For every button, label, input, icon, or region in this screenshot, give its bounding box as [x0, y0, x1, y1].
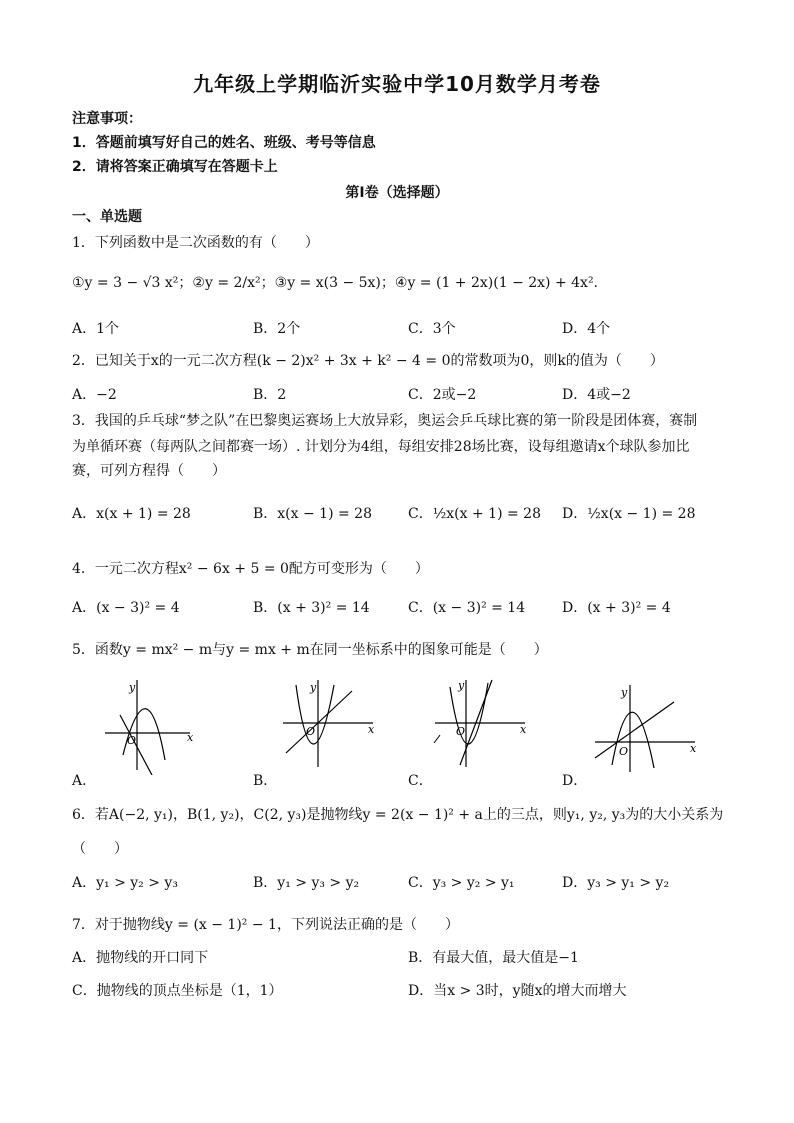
- q2-option-d: D．4或−2: [562, 387, 631, 403]
- q7-option-b: B．有最大值，最大值是−1: [408, 950, 579, 966]
- q3-option-c: C．½x(x + 1) = 28: [408, 506, 541, 522]
- q2-option-a: A．−2: [72, 387, 117, 403]
- q3-option-a: A．x(x + 1) = 28: [72, 506, 191, 522]
- q2-option-c: C．2或−2: [408, 387, 477, 403]
- graph-b-origin: O: [306, 725, 316, 738]
- q7-option-a: A．抛物线的开口同下: [72, 950, 209, 966]
- q7-option-c: C．抛物线的顶点坐标是（1，1）: [72, 983, 283, 999]
- question-7-stem: 7．对于抛物线y = (x − 1)² − 1，下列说法正确的是（ ）: [72, 917, 459, 933]
- question-5-stem: 5．函数y = mx² − m与y = mx + m在同一坐标系中的图象可能是（ ）: [72, 642, 548, 658]
- graph-b-line: [286, 691, 352, 753]
- graph-c-y-label: y: [458, 679, 465, 692]
- question-4-stem: 4．一元二次方程x² − 6x + 5 = 0配方可变形为（ ）: [72, 561, 429, 577]
- question-3-stem-line1: 3．我国的乒乓球“梦之队”在巴黎奥运赛场上大放异彩，奥运会乒乓球比赛的第一阶段是团体赛，赛制: [72, 413, 698, 429]
- q1-option-b: B．2个: [253, 321, 301, 337]
- graph-b-x-label: x: [368, 723, 375, 736]
- q1-option-a: A．1个: [72, 321, 120, 337]
- page-title: 九年级上学期临沂实验中学10月数学月考卷: [193, 72, 601, 96]
- q6-option-d: D．y₃ > y₁ > y₂: [562, 875, 670, 891]
- graph-d-y-label: y: [621, 686, 628, 699]
- section-heading: 一、单选题: [72, 209, 142, 225]
- q1-option-d: D．4个: [562, 321, 611, 337]
- graph-d-origin: O: [619, 745, 629, 758]
- graph-c: [430, 675, 530, 775]
- q3-option-d: D．½x(x − 1) = 28: [562, 506, 696, 522]
- graph-b-y-label: y: [310, 681, 317, 694]
- q5-option-d: D．: [562, 773, 588, 789]
- graph-d-x-label: x: [690, 742, 697, 755]
- graph-c-mark: [434, 735, 440, 743]
- notice-item-1: 1．答题前填写好自己的姓名、班级、考号等信息: [72, 135, 376, 151]
- q6-option-b: B．y₁ > y₃ > y₂: [253, 875, 360, 891]
- q2-option-b: B．2: [253, 387, 287, 403]
- notice-item-2: 2．请将答案正确填写在答题卡上: [72, 159, 278, 175]
- graph-d-line: [595, 702, 674, 758]
- q6-option-a: A．y₁ > y₂ > y₃: [72, 875, 178, 891]
- q5-option-a: A．: [72, 773, 97, 789]
- q7-option-d: D．当x > 3时，y随x的增大而增大: [408, 983, 627, 999]
- graph-a-x-label: x: [187, 731, 194, 744]
- question-1-stem: 1．下列函数中是二次函数的有（ ）: [72, 235, 319, 251]
- q4-option-a: A．(x − 3)² = 4: [72, 600, 180, 616]
- graph-c-origin: O: [456, 725, 466, 738]
- part-heading: 第Ⅰ卷（选择题）: [345, 185, 449, 201]
- graph-b: [278, 675, 378, 775]
- notice-heading: 注意事项：: [72, 111, 142, 127]
- q1-option-c: C．3个: [408, 321, 456, 337]
- question-1-functions: ①y = 3 − √3 x²；②y = 2/x²；③y = x(3 − 5x)；④y = (1 + 2x)(1 − 2x) + 4x².: [72, 275, 599, 291]
- q3-option-b: B．x(x − 1) = 28: [253, 506, 372, 522]
- q6-option-c: C．y₃ > y₂ > y₁: [408, 875, 515, 891]
- q4-option-c: C．(x − 3)² = 14: [408, 600, 526, 616]
- question-6-stem: 6．若A(−2, y₁)，B(1, y₂)，C(2, y₃)是抛物线y = 2(x − 1)² + a上的三点，则y₁, y₂, y₃为的大小关系为: [72, 807, 724, 823]
- question-3-stem-line2: 为单循环赛（每两队之间都赛一场）. 计划分为4组，每组安排28场比赛，设每组邀请x个球队参加比: [72, 439, 690, 455]
- graph-a-y-label: y: [129, 681, 136, 694]
- q4-option-b: B．(x + 3)² = 14: [253, 600, 370, 616]
- q5-option-c: C．: [408, 773, 433, 789]
- question-2-stem: 2．已知关于x的一元二次方程(k − 2)x² + 3x + k² − 4 = 0的常数项为0，则k的值为（ ）: [72, 353, 664, 369]
- question-3-stem-line3: 赛，可列方程得（ ）: [72, 463, 226, 479]
- graph-d: [590, 680, 700, 780]
- graph-a: [95, 675, 195, 775]
- question-6-stem-line2: （ ）: [72, 841, 128, 857]
- graph-c-x-label: x: [520, 723, 527, 736]
- q5-option-b: B．: [253, 773, 278, 789]
- graph-a-origin: O: [127, 734, 137, 747]
- q4-option-d: D．(x + 3)² = 4: [562, 600, 671, 616]
